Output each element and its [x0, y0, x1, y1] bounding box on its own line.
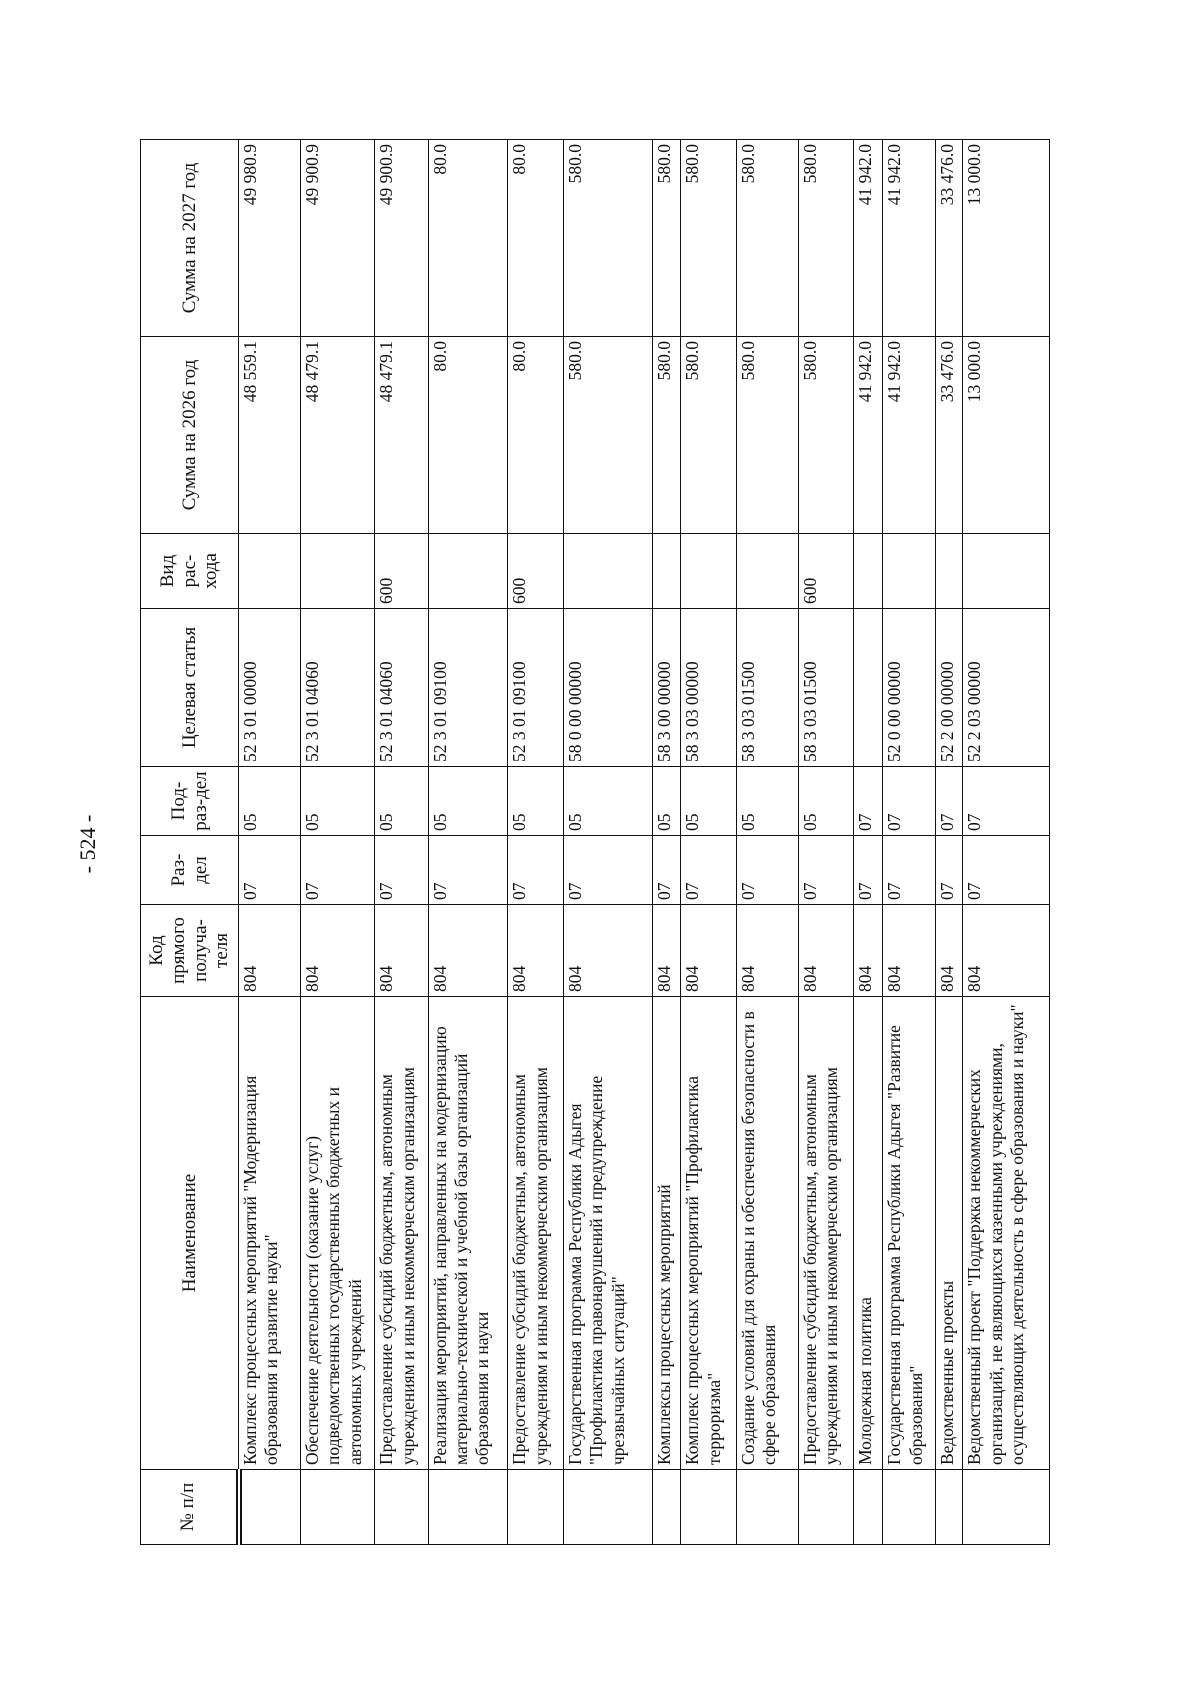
- cell-name: Предоставление субсидий бюджетным, автономным учреждениям и иным некоммерческим организациям: [508, 997, 563, 1470]
- cell-podrazdel: 07: [963, 767, 1050, 836]
- header-sum-2026: Сумма на 2026 год: [141, 337, 239, 534]
- cell-name: Государственная программа Республики Адыгея "Профилактика правонарушений и предупреждение чрезвычайных ситуаций": [563, 997, 652, 1470]
- cell-vid: [428, 534, 508, 609]
- header-target: Целевая статья: [141, 609, 239, 767]
- cell-target: 52 3 01 04060: [301, 609, 375, 767]
- cell-no: [798, 1470, 853, 1545]
- table-row: [428, 140, 508, 1545]
- table-row: [963, 140, 1050, 1545]
- cell-name: Реализация мероприятий, направленных на модернизацию материально-технической и учебной базы организаций образования и науки: [428, 997, 508, 1470]
- cell-name: Комплексы процессных мероприятий: [652, 997, 681, 1470]
- cell-sum-2027: 13 000.0: [963, 140, 1050, 337]
- budget-table: [140, 139, 1050, 1545]
- table-row: [798, 140, 853, 1545]
- cell-no: [936, 1470, 963, 1545]
- cell-razdel: 07: [883, 836, 936, 905]
- cell-name: Обеспечение деятельности (оказание услуг) подведомственных государственных бюджетных и автономных учреждений: [301, 997, 375, 1470]
- cell-code: 804: [963, 905, 1050, 997]
- cell-vid: [239, 534, 301, 609]
- cell-name: Государственная программа Республики Адыгея "Развитие образования": [883, 997, 936, 1470]
- cell-razdel: 07: [508, 836, 563, 905]
- cell-sum-2026: 33 476.0: [936, 337, 963, 534]
- header-code: Код прямого получа-теля: [141, 905, 239, 997]
- cell-no: [563, 1470, 652, 1545]
- table-row: [681, 140, 736, 1545]
- cell-sum-2026: 580.0: [798, 337, 853, 534]
- table-header-row: [141, 140, 239, 1545]
- cell-no: [854, 1470, 883, 1545]
- cell-target: 58 3 03 00000: [681, 609, 736, 767]
- cell-code: 804: [375, 905, 428, 997]
- cell-vid: [883, 534, 936, 609]
- cell-target: 52 2 00 00000: [936, 609, 963, 767]
- cell-no: [301, 1470, 375, 1545]
- cell-target: 52 3 01 04060: [375, 609, 428, 767]
- cell-name: Предоставление субсидий бюджетным, автономным учреждениям и иным некоммерческим организациям: [375, 997, 428, 1470]
- header-no: № п/п: [141, 1470, 239, 1545]
- cell-code: 804: [798, 905, 853, 997]
- rotated-table-container: [140, 140, 1050, 1545]
- cell-razdel: 07: [854, 836, 883, 905]
- cell-razdel: 07: [375, 836, 428, 905]
- cell-podrazdel: 07: [883, 767, 936, 836]
- cell-vid: [681, 534, 736, 609]
- cell-sum-2027: 49 900.9: [375, 140, 428, 337]
- table-row: [375, 140, 428, 1545]
- cell-vid: [301, 534, 375, 609]
- cell-sum-2026: 48 479.1: [301, 337, 375, 534]
- table-body: [239, 140, 1050, 1545]
- cell-sum-2026: 41 942.0: [854, 337, 883, 534]
- cell-name: Ведомственные проекты: [936, 997, 963, 1470]
- table-row: [736, 140, 798, 1545]
- cell-vid: 600: [508, 534, 563, 609]
- cell-sum-2026: 580.0: [681, 337, 736, 534]
- cell-no: [428, 1470, 508, 1545]
- cell-code: 804: [652, 905, 681, 997]
- cell-sum-2027: 41 942.0: [883, 140, 936, 337]
- cell-name: Создание условий для охраны и обеспечения безопасности в сфере образования: [736, 997, 798, 1470]
- cell-sum-2026: 48 479.1: [375, 337, 428, 534]
- cell-razdel: 07: [736, 836, 798, 905]
- cell-razdel: 07: [798, 836, 853, 905]
- cell-target: 58 0 00 00000: [563, 609, 652, 767]
- cell-code: 804: [239, 905, 301, 997]
- cell-vid: [854, 534, 883, 609]
- cell-podrazdel: 05: [239, 767, 301, 836]
- cell-sum-2026: 80.0: [428, 337, 508, 534]
- cell-sum-2027: 49 980.9: [239, 140, 301, 337]
- cell-sum-2027: 33 476.0: [936, 140, 963, 337]
- cell-podrazdel: 05: [681, 767, 736, 836]
- table-row: [508, 140, 563, 1545]
- cell-name: Молодежная политика: [854, 997, 883, 1470]
- cell-vid: [652, 534, 681, 609]
- cell-code: 804: [736, 905, 798, 997]
- table-row: [301, 140, 375, 1545]
- cell-target: 58 3 03 01500: [798, 609, 853, 767]
- cell-no: [652, 1470, 681, 1545]
- header-name: Наименование: [141, 997, 239, 1470]
- cell-razdel: 07: [428, 836, 508, 905]
- cell-no: [963, 1470, 1050, 1545]
- cell-no: [239, 1470, 301, 1545]
- table-row: [883, 140, 936, 1545]
- cell-code: 804: [428, 905, 508, 997]
- cell-name: Комплекс процессных мероприятий "Модернизация образования и развитие науки": [239, 997, 301, 1470]
- cell-razdel: 07: [681, 836, 736, 905]
- cell-razdel: 07: [239, 836, 301, 905]
- cell-razdel: 07: [652, 836, 681, 905]
- cell-podrazdel: 07: [936, 767, 963, 836]
- table-row: [652, 140, 681, 1545]
- cell-target: 52 3 01 09100: [508, 609, 563, 767]
- table-row: [239, 140, 301, 1545]
- cell-vid: [736, 534, 798, 609]
- cell-podrazdel: 05: [563, 767, 652, 836]
- cell-razdel: 07: [563, 836, 652, 905]
- cell-sum-2027: 580.0: [652, 140, 681, 337]
- cell-code: 804: [936, 905, 963, 997]
- cell-sum-2026: 41 942.0: [883, 337, 936, 534]
- table-row: [854, 140, 883, 1545]
- cell-target: 52 2 03 00000: [963, 609, 1050, 767]
- cell-target: 52 3 01 00000: [239, 609, 301, 767]
- cell-sum-2026: 48 559.1: [239, 337, 301, 534]
- cell-sum-2026: 580.0: [652, 337, 681, 534]
- table-row: [936, 140, 963, 1545]
- cell-podrazdel: 05: [736, 767, 798, 836]
- cell-code: 804: [883, 905, 936, 997]
- cell-no: [736, 1470, 798, 1545]
- cell-name: Комплекс процессных мероприятий "Профилактика терроризма": [681, 997, 736, 1470]
- cell-sum-2026: 580.0: [736, 337, 798, 534]
- cell-target: 58 3 03 01500: [736, 609, 798, 767]
- cell-no: [375, 1470, 428, 1545]
- header-podrazdel: Под-раз-дел: [141, 767, 239, 836]
- cell-target: 52 3 01 09100: [428, 609, 508, 767]
- cell-podrazdel: 05: [508, 767, 563, 836]
- cell-no: [883, 1470, 936, 1545]
- cell-sum-2026: 580.0: [563, 337, 652, 534]
- header-razdel: Раз-дел: [141, 836, 239, 905]
- header-vid: Вид рас-хода: [141, 534, 239, 609]
- cell-vid: [936, 534, 963, 609]
- cell-podrazdel: 05: [428, 767, 508, 836]
- cell-no: [681, 1470, 736, 1545]
- page-number: - 524 -: [75, 814, 100, 874]
- cell-podrazdel: 05: [652, 767, 681, 836]
- cell-target: 52 0 00 00000: [883, 609, 936, 767]
- cell-target: 58 3 00 00000: [652, 609, 681, 767]
- cell-vid: 600: [798, 534, 853, 609]
- cell-vid: [563, 534, 652, 609]
- cell-code: 804: [681, 905, 736, 997]
- cell-vid: [963, 534, 1050, 609]
- cell-razdel: 07: [963, 836, 1050, 905]
- cell-sum-2026: 80.0: [508, 337, 563, 534]
- cell-podrazdel: 05: [798, 767, 853, 836]
- header-sum-2027: Сумма на 2027 год: [141, 140, 239, 337]
- cell-podrazdel: 05: [375, 767, 428, 836]
- cell-sum-2027: 580.0: [798, 140, 853, 337]
- cell-code: 804: [563, 905, 652, 997]
- cell-no: [508, 1470, 563, 1545]
- cell-code: 804: [301, 905, 375, 997]
- cell-sum-2026: 13 000.0: [963, 337, 1050, 534]
- cell-code: 804: [508, 905, 563, 997]
- cell-podrazdel: 07: [854, 767, 883, 836]
- cell-name: Предоставление субсидий бюджетным, автономным учреждениям и иным некоммерческим организациям: [798, 997, 853, 1470]
- cell-vid: 600: [375, 534, 428, 609]
- cell-sum-2027: 80.0: [428, 140, 508, 337]
- cell-podrazdel: 05: [301, 767, 375, 836]
- table-row: [563, 140, 652, 1545]
- cell-razdel: 07: [936, 836, 963, 905]
- cell-sum-2027: 580.0: [681, 140, 736, 337]
- cell-code: 804: [854, 905, 883, 997]
- cell-razdel: 07: [301, 836, 375, 905]
- cell-sum-2027: 41 942.0: [854, 140, 883, 337]
- cell-sum-2027: 80.0: [508, 140, 563, 337]
- cell-sum-2027: 580.0: [563, 140, 652, 337]
- cell-target: [854, 609, 883, 767]
- cell-sum-2027: 580.0: [736, 140, 798, 337]
- cell-name: Ведомственный проект "Поддержка некоммерческих организаций, не являющихся казенными учреждениями, осуществляющих деятельность в сфере образования и науки": [963, 997, 1050, 1470]
- cell-sum-2027: 49 900.9: [301, 140, 375, 337]
